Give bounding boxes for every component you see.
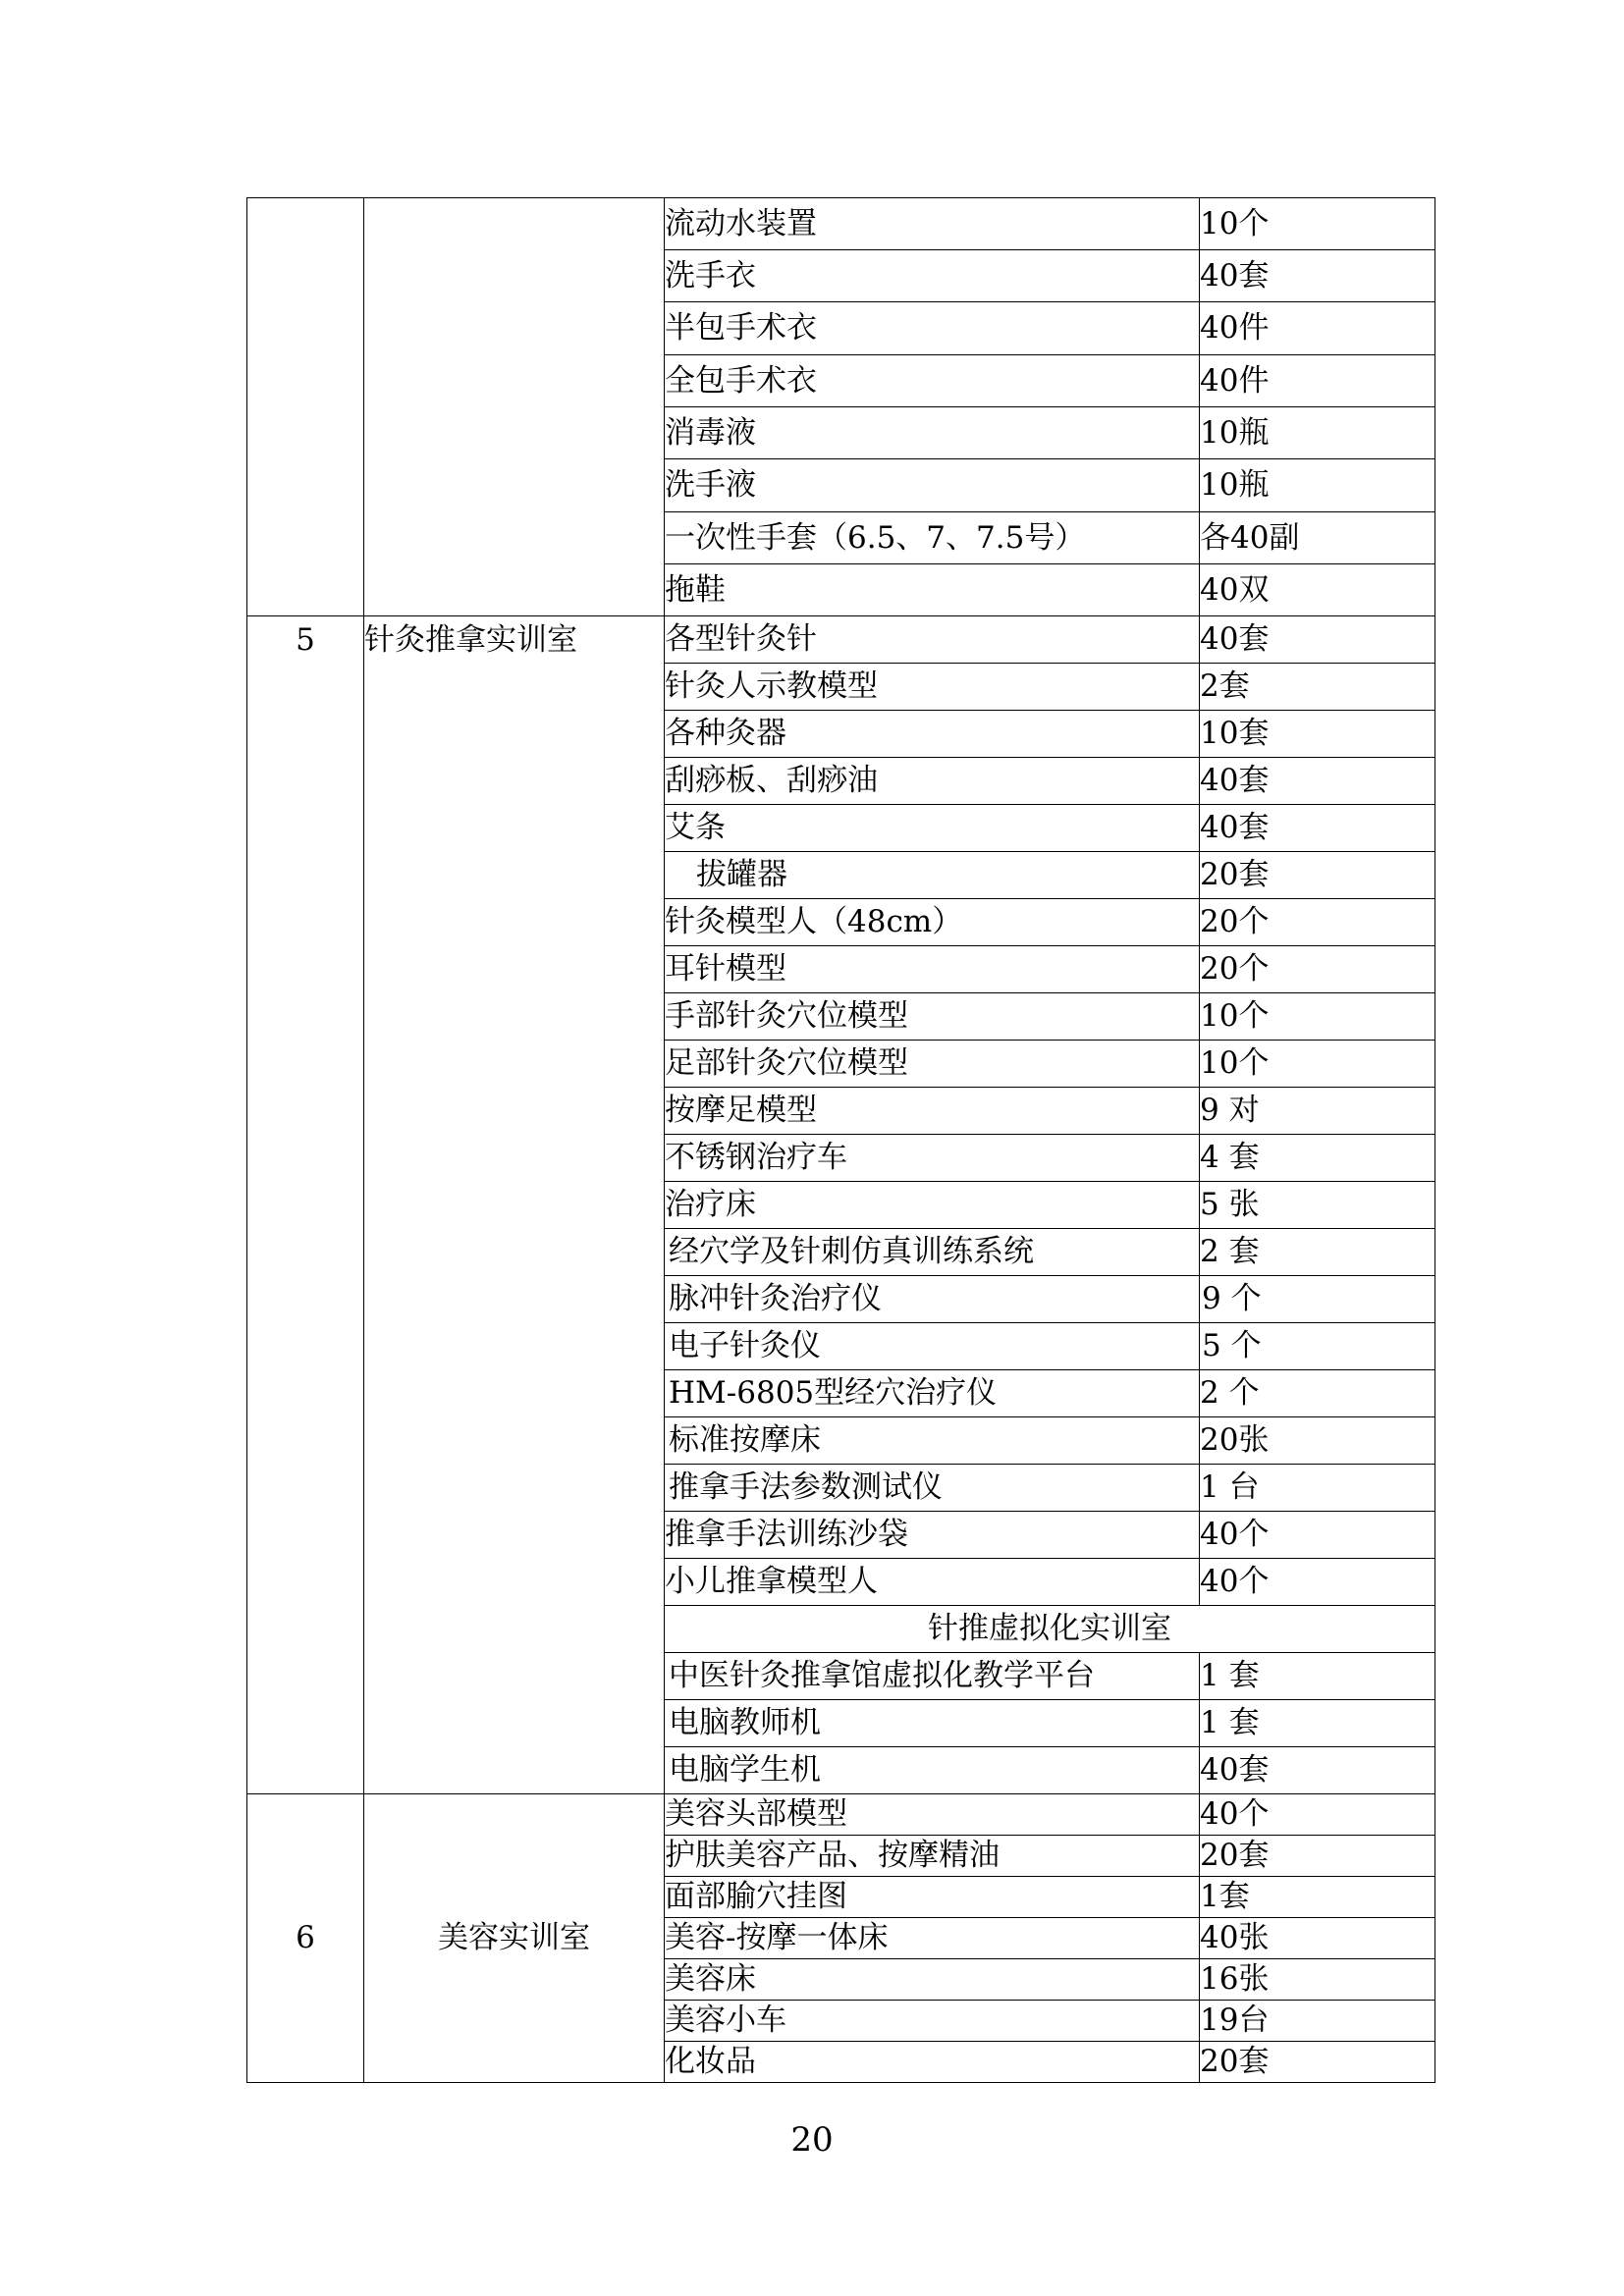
item-name: 针灸模型人（48cm） [665,899,1200,946]
item-name: 各种灸器 [665,711,1200,758]
item-qty: 9 个 [1200,1276,1435,1323]
item-qty: 19台 [1200,2001,1435,2042]
item-name: 按摩足模型 [665,1088,1200,1135]
item-qty: 40套 [1200,805,1435,852]
item-name: 拖鞋 [665,564,1200,616]
item-qty: 40件 [1200,302,1435,355]
item-qty: 40双 [1200,564,1435,616]
page-number: 20 [790,2120,834,2160]
item-name: 刮痧板、刮痧油 [665,758,1200,805]
item-qty: 10个 [1200,993,1435,1041]
room-name-cell: 针灸推拿实训室 [364,616,665,1794]
item-qty: 9 对 [1200,1088,1435,1135]
item-name: 护肤美容产品、按摩精油 [665,1836,1200,1877]
item-qty: 2套 [1200,664,1435,711]
equipment-table [246,197,1435,2083]
item-qty: 20个 [1200,899,1435,946]
item-qty: 20张 [1200,1417,1435,1465]
item-qty: 20套 [1200,1836,1435,1877]
item-name: 面部腧穴挂图 [665,1877,1200,1918]
item-qty: 各40副 [1200,512,1435,564]
item-qty: 10套 [1200,711,1435,758]
item-qty: 40套 [1200,1747,1435,1794]
item-name: 电子针灸仪 [665,1323,1200,1370]
item-qty: 40张 [1200,1918,1435,1959]
item-name: HM-6805型经穴治疗仪 [665,1370,1200,1417]
item-name: 耳针模型 [665,946,1200,993]
section-number-cell [247,198,364,616]
item-name: 脉冲针灸治疗仪 [665,1276,1200,1323]
item-name: 手部针灸穴位模型 [665,993,1200,1041]
item-qty: 16张 [1200,1959,1435,2001]
item-qty: 4 套 [1200,1135,1435,1182]
item-name: 拔罐器 [665,852,1200,899]
section-number-cell: 6 [247,1794,364,2083]
room-name-cell: 美容实训室 [364,1794,665,2083]
item-name: 不锈钢治疗车 [665,1135,1200,1182]
item-qty: 5 张 [1200,1182,1435,1229]
item-qty: 10瓶 [1200,459,1435,512]
item-name: 洗手液 [665,459,1200,512]
item-qty: 40套 [1200,616,1435,664]
item-name: 美容小车 [665,2001,1200,2042]
table-row [247,616,1435,664]
item-name: 电脑教师机 [665,1700,1200,1747]
item-qty: 1 套 [1200,1700,1435,1747]
item-name: 针灸人示教模型 [665,664,1200,711]
item-name: 推拿手法参数测试仪 [665,1465,1200,1512]
item-name: 消毒液 [665,407,1200,459]
item-name: 美容床 [665,1959,1200,2001]
item-name: 足部针灸穴位模型 [665,1041,1200,1088]
subsection-header: 针推虚拟化实训室 [665,1606,1435,1653]
item-qty: 10瓶 [1200,407,1435,459]
item-name: 电脑学生机 [665,1747,1200,1794]
table-row [247,198,1435,250]
item-name: 小儿推拿模型人 [665,1559,1200,1606]
item-name: 美容头部模型 [665,1794,1200,1836]
item-qty: 40套 [1200,758,1435,805]
item-qty: 1 套 [1200,1653,1435,1700]
item-name: 中医针灸推拿馆虚拟化教学平台 [665,1653,1200,1700]
section-number-cell: 5 [247,616,364,1794]
item-qty: 40个 [1200,1512,1435,1559]
item-name: 流动水装置 [665,198,1200,250]
item-name: 化妆品 [665,2042,1200,2083]
room-name-cell [364,198,665,616]
item-name: 洗手衣 [665,250,1200,302]
table-row [247,1794,1435,1836]
item-qty: 1 台 [1200,1465,1435,1512]
item-name: 治疗床 [665,1182,1200,1229]
item-name: 各型针灸针 [665,616,1200,664]
item-name: 全包手术衣 [665,355,1200,407]
item-name: 一次性手套（6.5、7、7.5号） [665,512,1200,564]
item-qty: 40件 [1200,355,1435,407]
item-qty: 40个 [1200,1559,1435,1606]
item-name: 经穴学及针刺仿真训练系统 [665,1229,1200,1276]
item-qty: 10个 [1200,1041,1435,1088]
item-name: 半包手术衣 [665,302,1200,355]
item-qty: 20套 [1200,852,1435,899]
item-qty: 40个 [1200,1794,1435,1836]
item-qty: 2 套 [1200,1229,1435,1276]
item-qty: 5 个 [1200,1323,1435,1370]
item-qty: 20套 [1200,2042,1435,2083]
item-name: 标准按摩床 [665,1417,1200,1465]
item-name: 美容-按摩一体床 [665,1918,1200,1959]
item-name: 艾条 [665,805,1200,852]
item-qty: 10个 [1200,198,1435,250]
item-qty: 1套 [1200,1877,1435,1918]
item-qty: 40套 [1200,250,1435,302]
item-qty: 20个 [1200,946,1435,993]
item-name: 推拿手法训练沙袋 [665,1512,1200,1559]
item-qty: 2 个 [1200,1370,1435,1417]
